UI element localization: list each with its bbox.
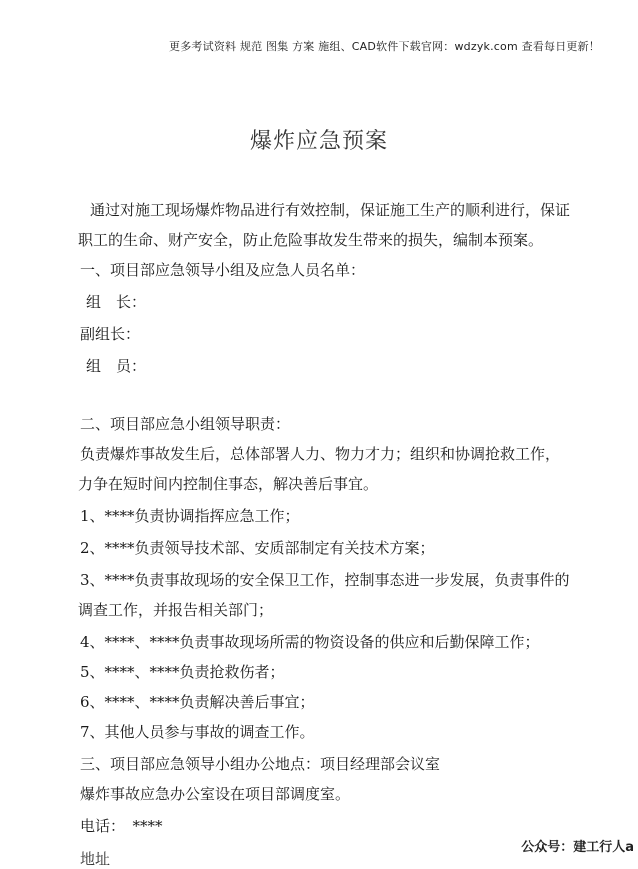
paragraph-intro-line-1: 通过对施工现场爆炸物品进行有效控制，保证施工生产的顺利进行，保证 [90, 201, 571, 219]
phone-field: 电话： **** [80, 817, 163, 835]
paragraph-intro-line-2: 职工的生命、财产安全，防止危险事故发生带来的损失，编制本预案。 [78, 231, 544, 249]
leader-field: 组 长： [86, 293, 147, 311]
header-note: 更多考试资料 规范 图集 方案 施组、CAD软件下载官网：wdzyk.com 查看每日更新！ [169, 40, 600, 53]
footer-brand: 公众号：建工行人a [521, 840, 634, 855]
section-1-heading: 一、项目部应急领导小组及应急人员名单： [80, 261, 366, 279]
section-3-heading: 三、项目部应急领导小组办公地点：项目经理部会议室 [80, 755, 441, 773]
section-3-line-2: 爆炸事故应急办公室设在项目部调度室。 [80, 785, 351, 803]
section-2-line-2: 力争在短时间内控制住事态，解决善后事宜。 [78, 475, 379, 493]
document-body [80, 196, 610, 842]
duty-item-3-line-2: 调查工作，并报告相关部门； [78, 601, 274, 619]
duty-item-6: 6、****、****负责解决善后事宜； [80, 693, 315, 711]
blank-line [80, 382, 610, 410]
document-title: 爆炸应急预案 [249, 129, 388, 154]
member-field: 组 员： [86, 357, 147, 375]
duty-item-4: 4、****、****负责事故现场所需的物资设备的供应和后勤保障工作； [80, 633, 540, 651]
section-2-heading: 二、项目部应急小组领导职责： [80, 415, 291, 433]
duty-item-1: 1、****负责协调指挥应急工作； [80, 507, 300, 525]
section-2-line-1: 负责爆炸事故发生后，总体部署人力、物力才力；组织和协调抢救工作， [80, 445, 561, 463]
duty-item-7: 7、其他人员参与事故的调查工作。 [80, 723, 315, 741]
duty-item-5: 5、****、****负责抢救伤者； [80, 663, 285, 681]
duty-item-2: 2、****负责领导技术部、安质部制定有关技术方案； [80, 539, 435, 557]
duty-item-3-line-1: 3、****负责事故现场的安全保卫工作，控制事态进一步发展，负责事件的 [80, 571, 570, 589]
address-field-cut: 地址 [80, 850, 111, 868]
deputy-field: 副组长： [80, 325, 141, 343]
